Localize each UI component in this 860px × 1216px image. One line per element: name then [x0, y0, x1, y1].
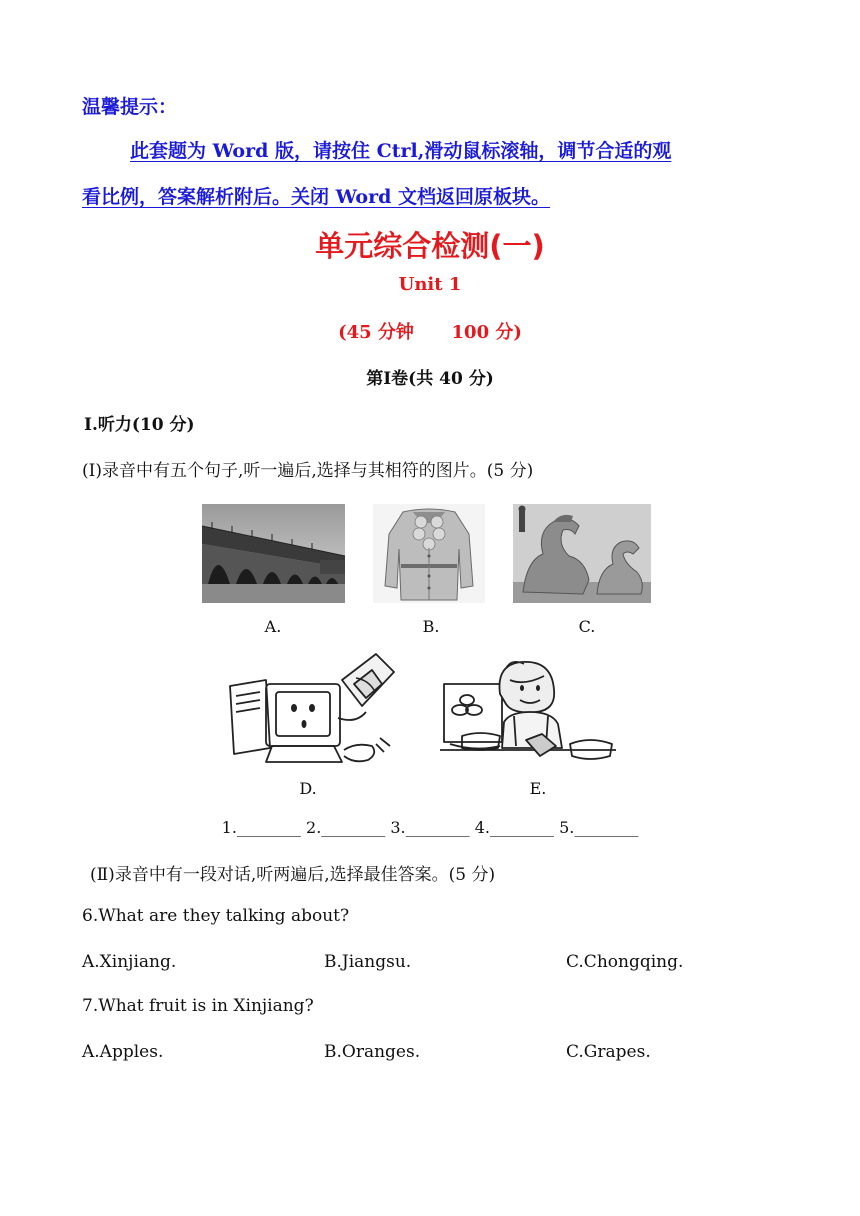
- answer-blanks: 1.________ 2.________ 3.________ 4.________ 5.________: [221, 818, 639, 837]
- option-6a: A.Xinjiang.: [82, 952, 177, 972]
- tip-line-2: 看比例，答案解析附后。关闭 Word 文档返回原板块。: [82, 186, 550, 208]
- option-7a: A.Apples.: [82, 1042, 164, 1062]
- tip-title: 温馨提示：: [82, 96, 178, 118]
- volume-heading: 第Ⅰ卷(共 40 分): [366, 369, 494, 389]
- option-6b: B.Jiangsu.: [324, 952, 412, 972]
- picture-label-c: C.: [578, 617, 596, 636]
- tip-line-1: 此套题为 Word 版，请按住 Ctrl,滑动鼠标滚轴，调节合适的观: [130, 140, 672, 162]
- picture-label-d: D.: [299, 779, 317, 798]
- question-7: 7.What fruit is in Xinjiang?: [82, 996, 314, 1016]
- computer-cartoon-icon: [226, 650, 402, 774]
- part1-instruction: (Ⅰ)录音中有五个句子,听一遍后,选择与其相符的图片。(5 分): [82, 461, 534, 481]
- bridge-photo-icon: [202, 504, 345, 603]
- picture-b: [373, 504, 485, 603]
- time-score: (45 分钟 100 分): [338, 322, 522, 343]
- option-7c: C.Grapes.: [566, 1042, 651, 1062]
- horse-sculpture-photo-icon: [513, 504, 651, 603]
- unit-label: Unit 1: [398, 274, 462, 295]
- picture-label-b: B.: [422, 617, 440, 636]
- section-heading: Ⅰ.听力(10 分): [84, 415, 195, 435]
- option-7b: B.Oranges.: [324, 1042, 421, 1062]
- page-title: 单元综合检测(一): [315, 229, 545, 263]
- picture-e: [440, 660, 616, 768]
- blouse-photo-icon: [373, 504, 485, 603]
- picture-d: [226, 650, 402, 774]
- part2-instruction: (Ⅱ)录音中有一段对话,听两遍后,选择最佳答案。(5 分): [90, 865, 496, 885]
- picture-label-e: E.: [529, 779, 547, 798]
- cooking-woman-cartoon-icon: [440, 660, 616, 768]
- question-6: 6.What are they talking about?: [82, 906, 350, 926]
- picture-c: [513, 504, 651, 603]
- picture-label-a: A.: [264, 617, 282, 636]
- picture-a: [202, 504, 345, 603]
- option-6c: C.Chongqing.: [566, 952, 684, 972]
